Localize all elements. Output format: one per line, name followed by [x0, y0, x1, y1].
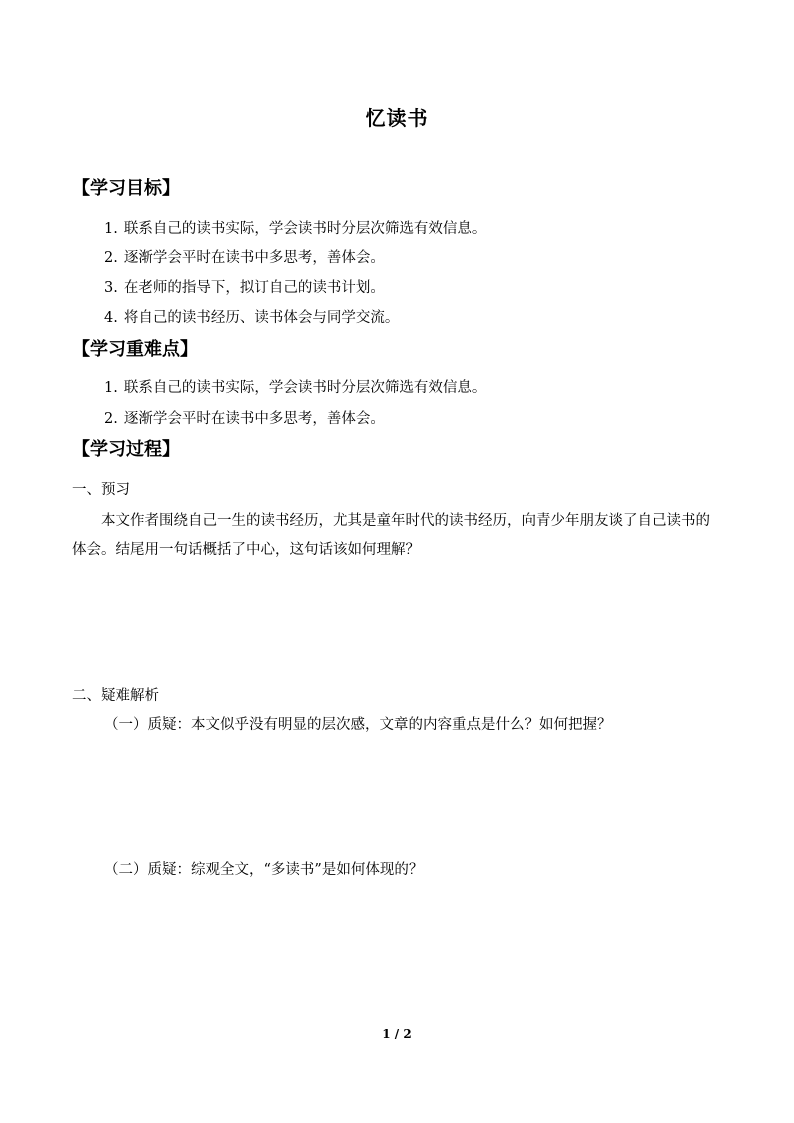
preview-heading: 一、预习: [72, 482, 130, 498]
objective-number: 2.: [104, 250, 118, 266]
key-points-heading: 【学习重难点】: [72, 339, 198, 360]
objective-number: 1.: [104, 221, 118, 237]
page-title: 忆读书: [365, 106, 429, 130]
objective-number: 4.: [104, 310, 118, 326]
objective-item: [104, 277, 385, 299]
key-point-item: [104, 408, 385, 430]
objective-text: 联系自己的读书实际，学会读书时分层次筛选有效信息。: [123, 221, 487, 237]
objective-item: [104, 307, 399, 329]
objective-number: 3.: [104, 280, 118, 296]
analysis-heading: 二、疑难解析: [72, 688, 159, 704]
key-point-number: 1.: [104, 380, 118, 396]
preview-paragraph: 本文作者围绕自己一生的读书经历，尤其是童年时代的读书经历，向青少年朋友谈了自己读书的体会。结尾用一句话概括了中心，这句话该如何理解？: [72, 513, 710, 558]
question-2: （二）质疑：综观全文，“多读书”是如何体现的？: [104, 862, 424, 878]
key-point-item: [104, 377, 486, 399]
key-point-number: 2.: [104, 411, 118, 427]
process-heading: 【学习过程】: [72, 439, 180, 460]
objective-text: 将自己的读书经历、读书体会与同学交流。: [123, 310, 400, 326]
key-point-text: 逐渐学会平时在读书中多思考，善体会。: [123, 411, 385, 427]
objective-item: [104, 247, 385, 269]
key-point-text: 联系自己的读书实际，学会读书时分层次筛选有效信息。: [123, 380, 487, 396]
objectives-heading: 【学习目标】: [72, 178, 180, 199]
objective-text: 在老师的指导下，拟订自己的读书计划。: [123, 280, 385, 296]
question-1: （一）质疑：本文似乎没有明显的层次感，文章的内容重点是什么？如何把握？: [104, 717, 612, 733]
page-number: 1 / 2: [382, 1027, 412, 1041]
objective-text: 逐渐学会平时在读书中多思考，善体会。: [123, 250, 385, 266]
objective-item: [104, 218, 486, 240]
